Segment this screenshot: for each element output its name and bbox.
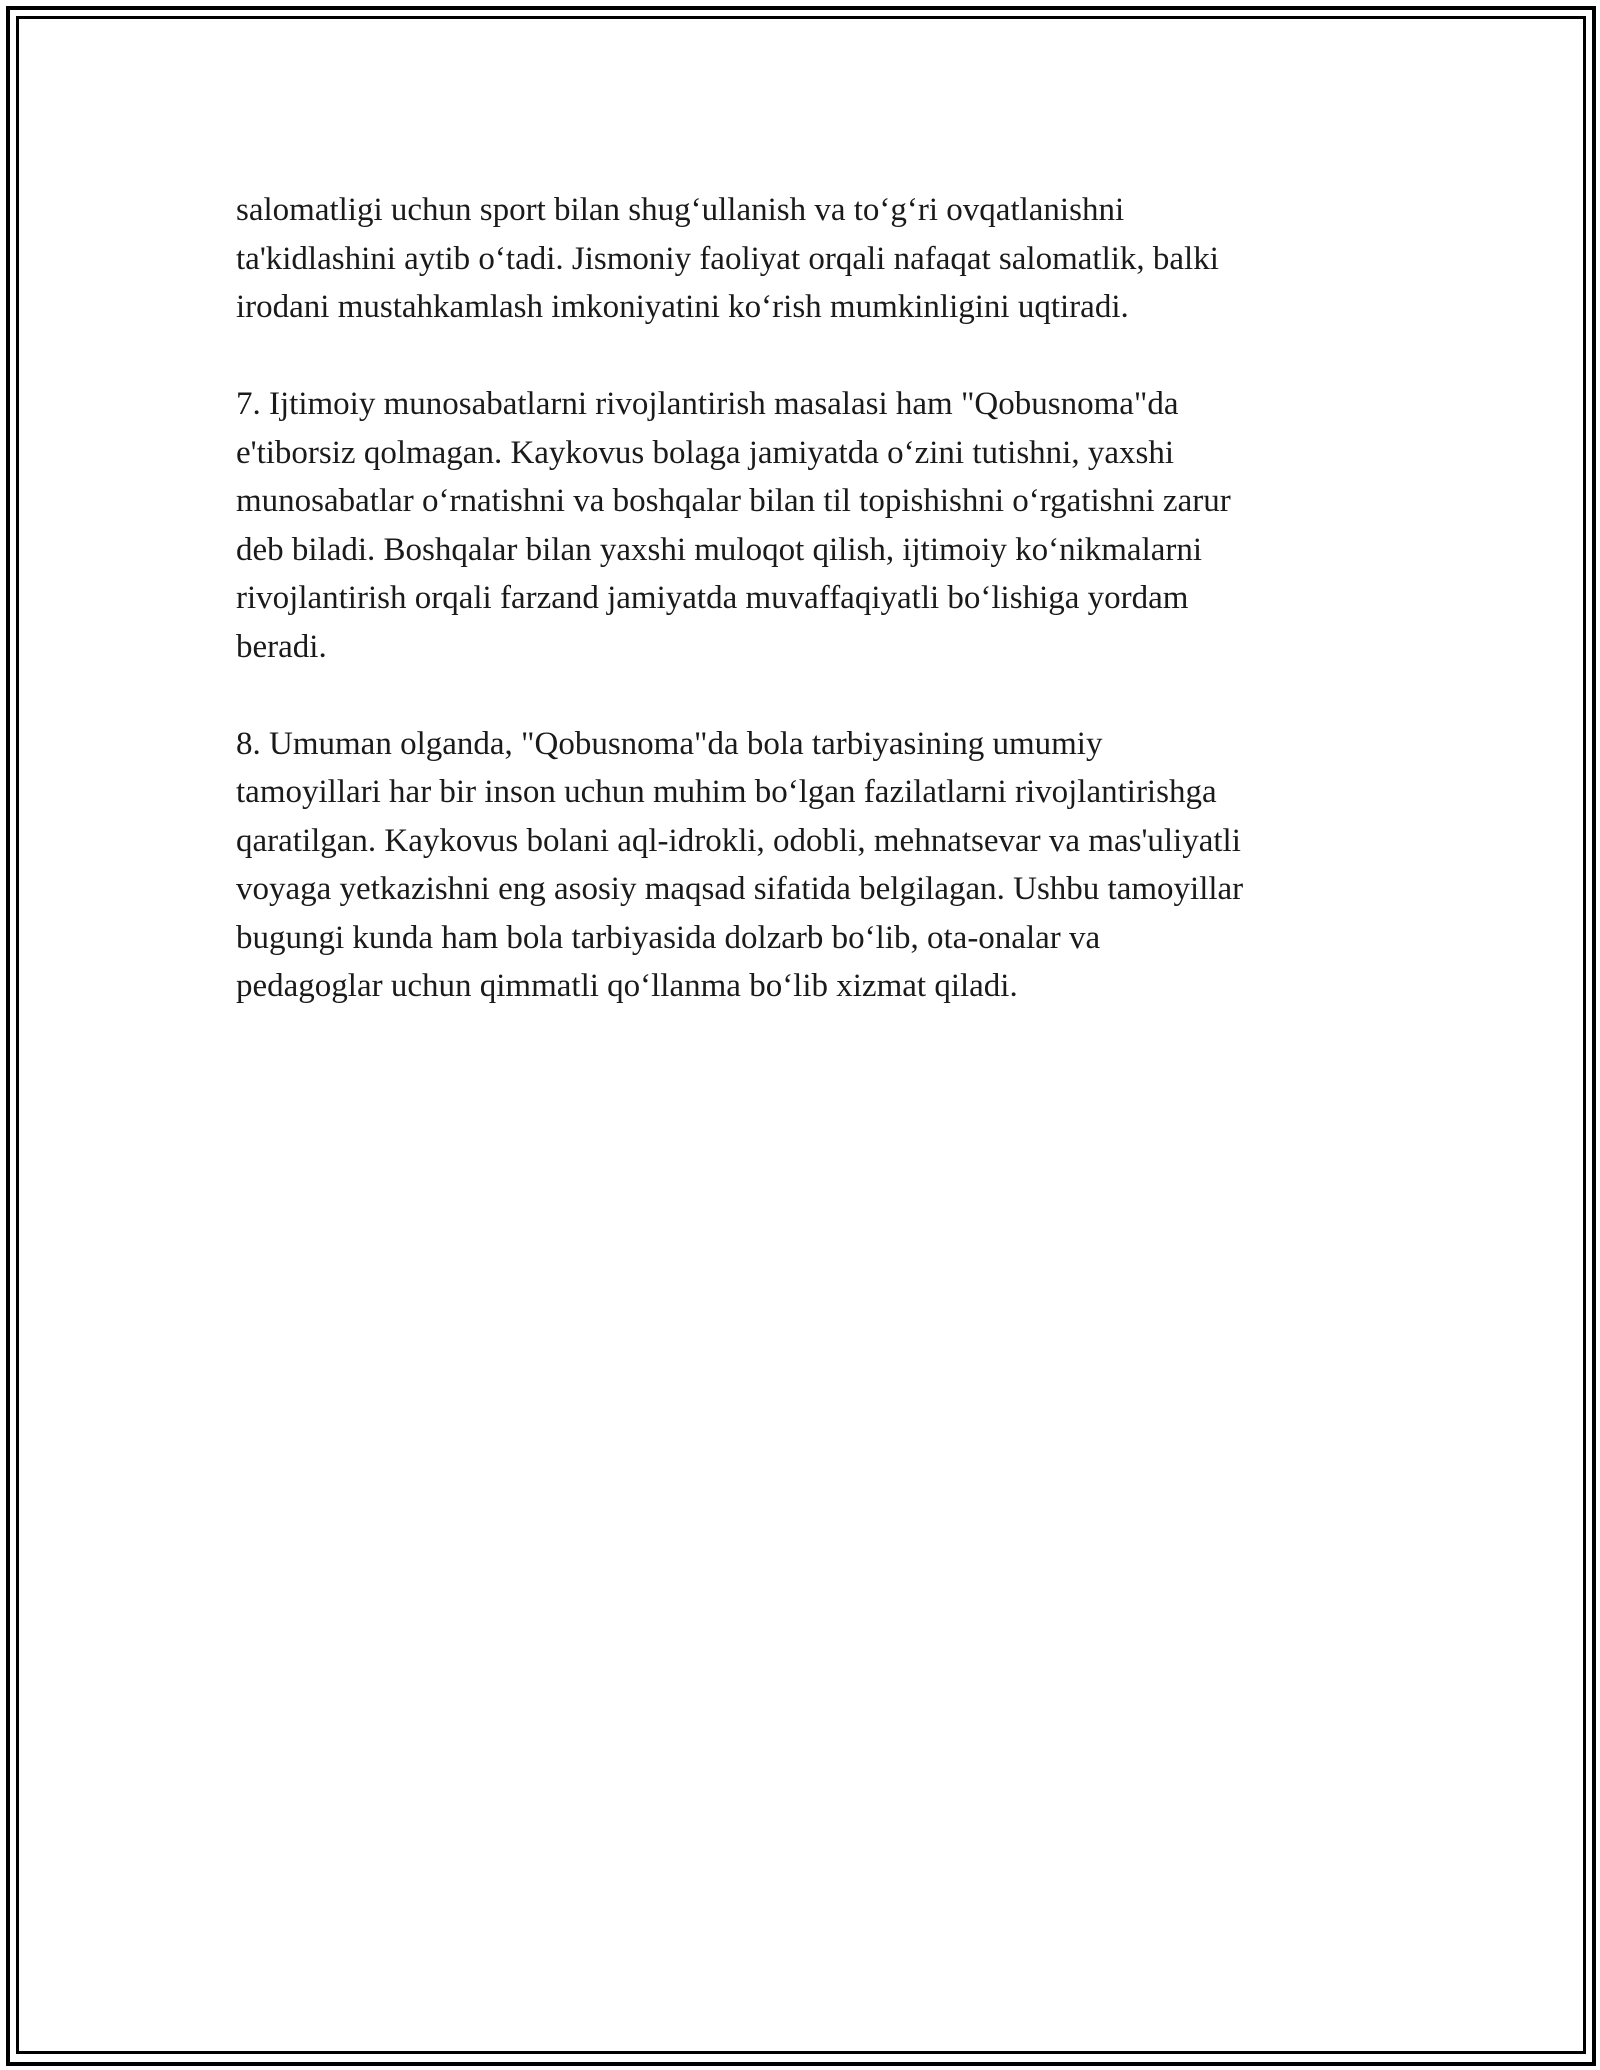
text-line: tamoyillari har bir inson uchun muhim bo‘lgan fazilatlarni rivojlantirishga [236,774,1217,810]
text-line: pedagoglar uchun qimmatli qo‘llanma bo‘lib xizmat qiladi. [236,968,1018,1004]
text-line: 7. Ijtimoiy munosabatlarni rivojlantirish masalasi ham "Qobusnoma"da [236,386,1179,422]
text-line: beradi. [236,628,327,665]
text-line: voyaga yetkazishni eng asosiy maqsad sifatida belgilagan. Ushbu tamoyillar [236,871,1244,907]
text-line: salomatligi uchun sport bilan shug‘ullanish va to‘g‘ri ovqatlanishni [236,192,1125,228]
text-line: qaratilgan. Kaykovus bolani aql-idrokli, odobli, mehnatsevar va mas'uliyatli [236,822,1241,859]
text-line: deb biladi. Boshqalar bilan yaxshi muloqot qilish, ijtimoiy ko‘nikmalarni [236,531,1203,568]
paragraph-health [236,186,1366,332]
paragraph-7-social-relations [236,380,1366,671]
text-line: rivojlantirish orqali farzand jamiyatda muvaffaqiyatli bo‘lishiga yordam [236,580,1189,616]
text-line: ta'kidlashini aytib o‘tadi. Jismoniy faoliyat orqali nafaqat salomatlik, balki [236,240,1219,277]
text-line: 8. Umuman olganda, "Qobusnoma"da bola tarbiyasining umumiy [236,725,1103,762]
text-line: irodani mustahkamlash imkoniyatini ko‘rish mumkinligini uqtiradi. [236,289,1129,325]
text-line: bugungi kunda ham bola tarbiyasida dolzarb bo‘lib, ota-onalar va [236,919,1101,956]
text-line: e'tiborsiz qolmagan. Kaykovus bolaga jamiyatda o‘zini tutishni, yaxshi [236,434,1175,471]
document-body [236,186,1366,1059]
paragraph-8-conclusion [236,720,1366,1011]
text-line: munosabatlar o‘rnatishni va boshqalar bilan til topishishni o‘rgatishni zarur [236,483,1231,519]
